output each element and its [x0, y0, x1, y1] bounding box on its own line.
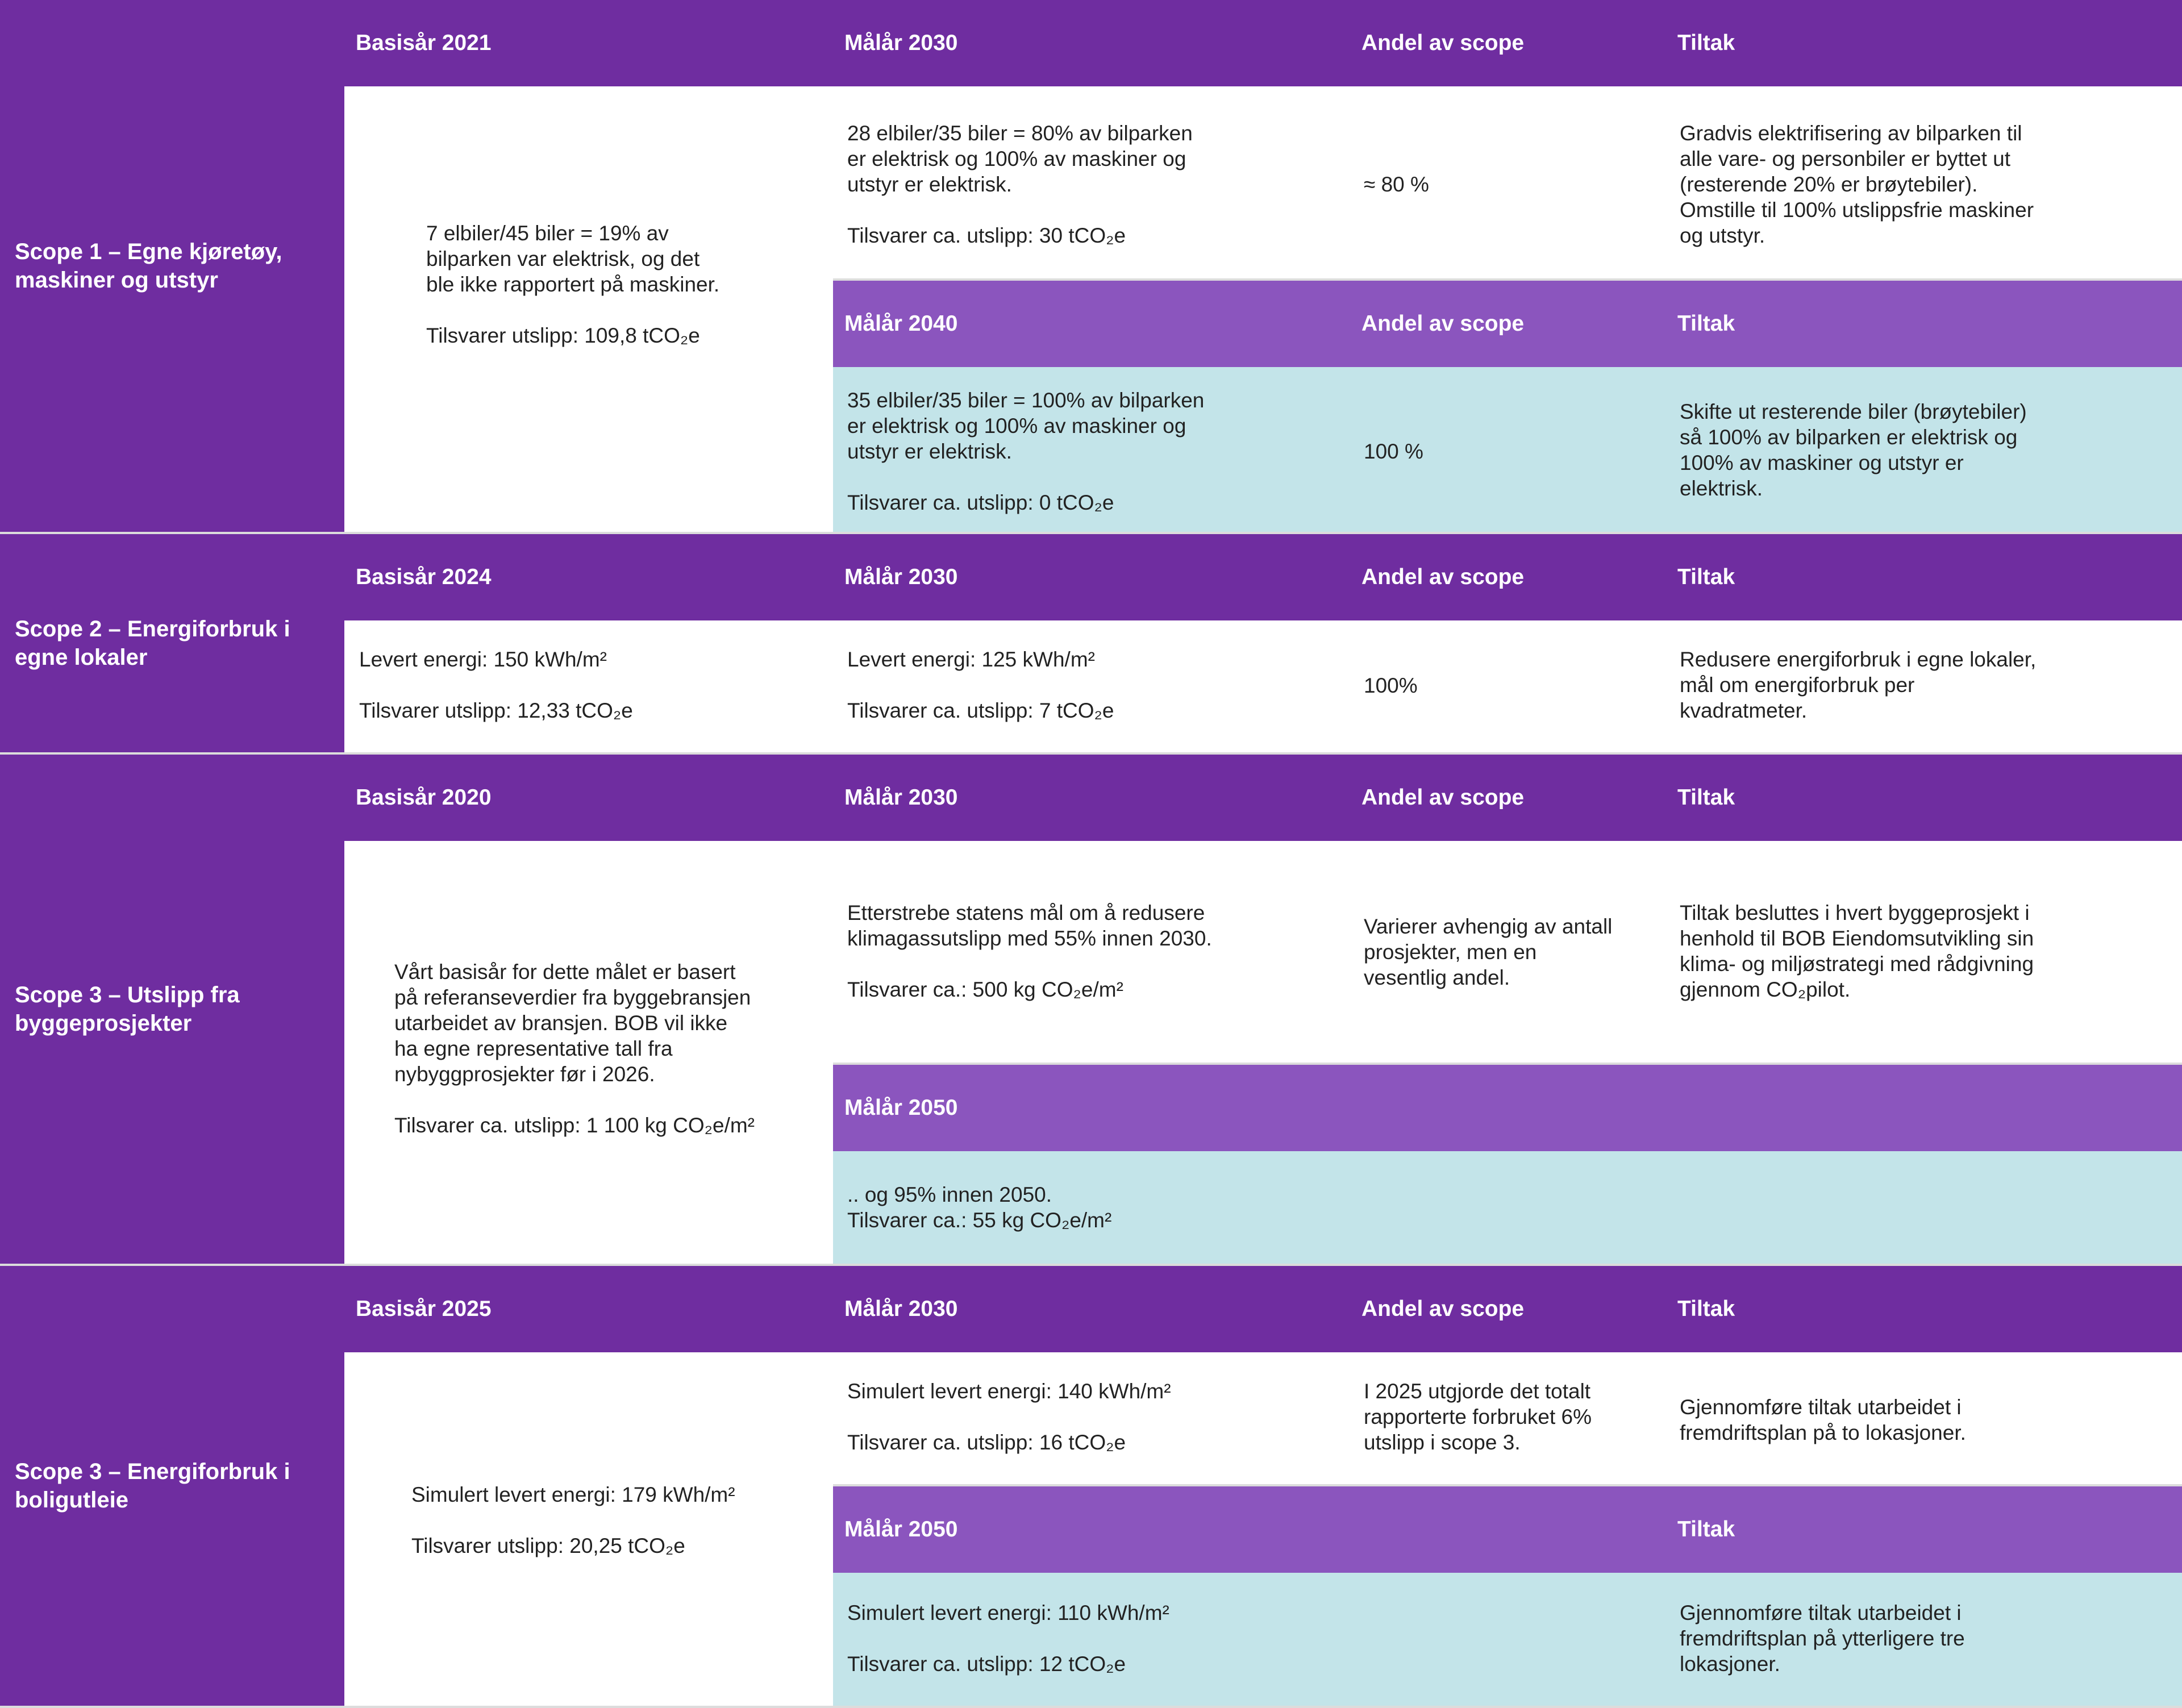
- scope2-2030-measures-text: Redusere energiforbruk i egne lokaler, mål om energiforbruk per kvadratmeter.: [1680, 648, 2037, 722]
- scope1-header2-measures: Tiltak: [1677, 311, 1735, 336]
- scope3a-2030-share: [1364, 914, 1671, 990]
- scope1-2040-measures-text: Skifte ut resterende biler (brøytebiler) så 100% av bilparken er elektrisk og 100% av maskiner og utstyr er elektrisk.: [1680, 400, 2027, 500]
- scope3b-2050-emission: Tilsvarer ca. utslipp: 12 tCO₂e: [847, 1652, 1126, 1676]
- scope3a-header-share: Andel av scope: [1361, 785, 1525, 810]
- scope1-2030-emission: Tilsvarer ca. utslipp: 30 tCO₂e: [847, 224, 1126, 247]
- scope3a-2050-text: .. og 95% innen 2050. Tilsvarer ca.: 55 kg CO₂e/m²: [847, 1183, 1112, 1232]
- scope3b-header-base: Basisår 2025: [356, 1297, 492, 1321]
- scope3a-2030-cell: [847, 900, 1336, 1002]
- scope2-base-cell: [359, 647, 814, 723]
- scope1-2040-measures: [1680, 399, 2168, 501]
- scope3b-header-share: Andel av scope: [1361, 1297, 1525, 1321]
- scope2-header-measures: Tiltak: [1677, 565, 1735, 589]
- scope3b-base-emission: Tilsvarer utslipp: 20,25 tCO₂e: [411, 1534, 685, 1557]
- scope1-2040-emission: Tilsvarer ca. utslipp: 0 tCO₂e: [847, 491, 1114, 514]
- scope1-label-text: Scope 1 – Egne kjøretøy, maskiner og utstyr: [15, 239, 282, 293]
- scope1-base-cell: [426, 220, 824, 348]
- scope3a-2030-measures-text: Tiltak besluttes i hvert byggeprosjekt i henhold til BOB Eiendomsutvikling sin klima- og miljøstrategi med rådgivning gjennom CO₂pilot.: [1680, 901, 2034, 1001]
- scope2-2030-cell: [847, 647, 1325, 723]
- scope3b-header-2050: [833, 1486, 2182, 1573]
- scope3a-label: [0, 755, 344, 1264]
- scope3b-base-text: Simulert levert energi: 179 kWh/m²: [411, 1483, 735, 1506]
- scope3a-2030-text: Etterstrebe statens mål om å redusere klimagassutslipp med 55% innen 2030.: [847, 901, 1212, 950]
- scope3b-label-text: Scope 3 – Energiforbruk i boligutleie: [15, 1459, 290, 1513]
- scope1-header-2040: [833, 281, 2182, 367]
- scope2-label-text: Scope 2 – Energiforbruk i egne lokaler: [15, 616, 290, 670]
- scope3a-header-target: Målår 2030: [844, 785, 958, 810]
- scope3b-2030-measures-text: Gjennomføre tiltak utarbeidet i fremdriftsplan på to lokasjoner.: [1680, 1395, 1966, 1444]
- scope1-2040-share: 100 %: [1364, 440, 1423, 463]
- scope2-base-emission: Tilsvarer utslipp: 12,33 tCO₂e: [359, 699, 633, 722]
- scope1-2040-cell: [847, 388, 1336, 515]
- scope2-2030-measures: [1680, 647, 2168, 723]
- scope3a-2030-share-text: Varierer avhengig av antall prosjekter, men en vesentlig andel.: [1364, 915, 1613, 989]
- scope3b-2030-share-text: I 2025 utgjorde det totalt rapporterte forbruket 6% utslipp i scope 3.: [1364, 1380, 1592, 1454]
- scope3a-label-text: Scope 3 – Utslipp fra byggeprosjekter: [15, 982, 240, 1036]
- scope3b-header2-target: Målår 2050: [844, 1517, 958, 1542]
- scope2-2030-text: Levert energi: 125 kWh/m²: [847, 648, 1095, 671]
- scope3a-base-text: Vårt basisår for dette målet er basert på referanseverdier fra byggebransjen utarbeidet av bransjen. BOB vil ikke ha egne representative tall fra nybyggprosjekter før i 2026.: [394, 960, 751, 1086]
- scope3a-header-base: Basisår 2020: [356, 785, 492, 810]
- scope3a-base-cell: [394, 959, 826, 1138]
- scope3b-2030-measures: [1680, 1394, 2168, 1445]
- scope1-header-share: Andel av scope: [1361, 31, 1525, 55]
- scope1-2030-measures-text: Gradvis elektrifisering av bilparken til alle vare- og personbiler er byttet ut (resterende 20% er brøytebiler). Omstille til 100% utslippsfrie maskiner og utstyr.: [1680, 122, 2034, 247]
- scope2-label: [0, 534, 344, 752]
- scope2-2030-share: 100%: [1364, 674, 1418, 697]
- scope1-header2-target: Målår 2040: [844, 311, 958, 336]
- scope1-header-base: Basisår 2021: [356, 31, 492, 55]
- scope2-header-share: Andel av scope: [1361, 565, 1525, 589]
- scope1-header-measures: Tiltak: [1677, 31, 1735, 55]
- scope3b-label: [0, 1266, 344, 1706]
- scope1-2030-measures: [1680, 120, 2168, 248]
- scope3b-2030-emission: Tilsvarer ca. utslipp: 16 tCO₂e: [847, 1431, 1126, 1454]
- scope3b-header: [344, 1266, 2182, 1352]
- scope3b-2050-measures: [1680, 1600, 2168, 1677]
- scope1-2030-cell: [847, 120, 1325, 248]
- scope3b-base-cell: [411, 1482, 832, 1559]
- scope3a-2030-emission: Tilsvarer ca.: 500 kg CO₂e/m²: [847, 978, 1123, 1001]
- scope3b-header-measures: Tiltak: [1677, 1297, 1735, 1321]
- scope3a-header: [344, 755, 2182, 841]
- scope3a-header2-target: Målår 2050: [844, 1095, 958, 1120]
- scope3a-section: [0, 755, 2182, 1264]
- scope2-header-target: Målår 2030: [844, 565, 958, 589]
- scope1-2040-text: 35 elbiler/35 biler = 100% av bilparken er elektrisk og 100% av maskiner og utstyr er elektrisk.: [847, 389, 1205, 463]
- divider-4: [0, 1706, 2182, 1708]
- scope1-base-emission: Tilsvarer utslipp: 109,8 tCO₂e: [426, 324, 700, 347]
- scope2-header: [344, 534, 2182, 620]
- scope1-header2-share: Andel av scope: [1361, 311, 1525, 336]
- scope3b-2030-cell: [847, 1378, 1336, 1455]
- scope2-header-base: Basisår 2024: [356, 565, 492, 589]
- scope1-2030-text: 28 elbiler/35 biler = 80% av bilparken er elektrisk og 100% av maskiner og utstyr er elektrisk.: [847, 122, 1193, 196]
- scope1-label: [0, 0, 344, 532]
- scope3a-base-emission: Tilsvarer ca. utslipp: 1 100 kg CO₂e/m²: [394, 1114, 755, 1137]
- scope2-section: [0, 534, 2182, 752]
- scope3b-2030-share: [1364, 1378, 1671, 1455]
- scope1-base-text: 7 elbiler/45 biler = 19% av bilparken var elektrisk, og det ble ikke rapportert på maskiner.: [426, 222, 720, 296]
- scope3b-2050-text: Simulert levert energi: 110 kWh/m²: [847, 1601, 1169, 1624]
- scope3a-header-2050: [833, 1065, 2182, 1151]
- scope3b-2050-measures-text: Gjennomføre tiltak utarbeidet i fremdriftsplan på ytterligere tre lokasjoner.: [1680, 1601, 1965, 1676]
- scope3a-2050-cell: [847, 1182, 1359, 1233]
- scope3a-header-measures: Tiltak: [1677, 785, 1735, 810]
- scope3b-header2-measures: Tiltak: [1677, 1517, 1735, 1542]
- scope1-header: [344, 0, 2182, 86]
- scope2-2030-emission: Tilsvarer ca. utslipp: 7 tCO₂e: [847, 699, 1114, 722]
- scope3b-2030-text: Simulert levert energi: 140 kWh/m²: [847, 1380, 1171, 1403]
- scope2-base-text: Levert energi: 150 kWh/m²: [359, 648, 607, 671]
- scope1-header-target: Målår 2030: [844, 31, 958, 55]
- scope1-section: [0, 0, 2182, 532]
- scope3a-2030-measures: [1680, 900, 2168, 1002]
- scope3b-2050-cell: [847, 1600, 1336, 1677]
- scope3b-header-target: Målår 2030: [844, 1297, 958, 1321]
- scope1-2030-share: ≈ 80 %: [1364, 173, 1429, 196]
- scope3b-section: [0, 1266, 2182, 1706]
